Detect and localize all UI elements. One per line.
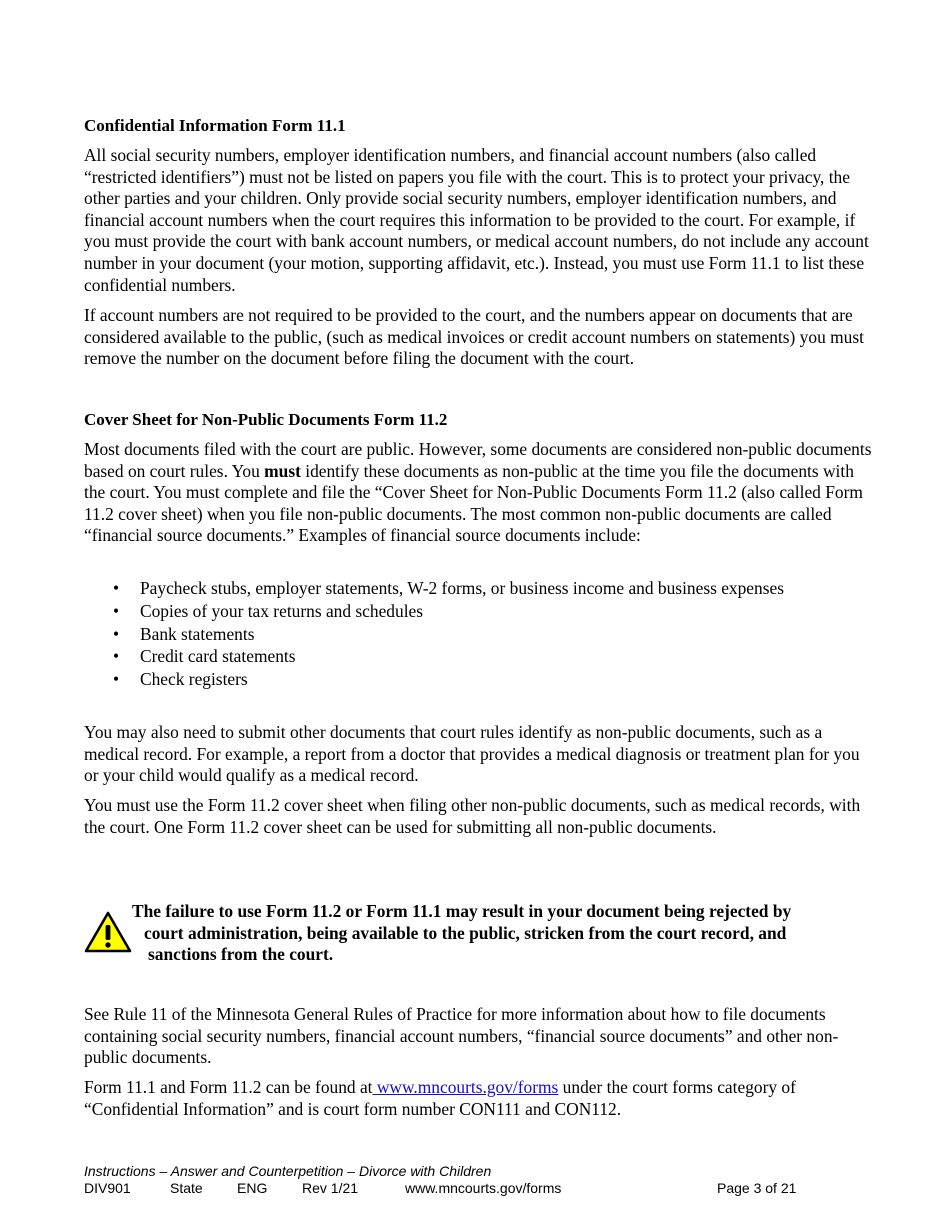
- financial-source-documents-list: [84, 577, 784, 691]
- other-non-public-paragraph: You may also need to submit other documents that court rules identify as non-public documents, such as a medical record. For example, a report from a doctor that provides a medical diagnosis or treatment plan for you or your child would qualify as a medical record.: [84, 722, 860, 786]
- warning-triangle-icon: [84, 910, 132, 954]
- forms-location-paragraph: Form 11.1 and Form 11.2 can be found at www.mncourts.gov/forms under the court forms category of “Confidential Information” and is court form number CON111 and CON112.: [84, 1077, 796, 1119]
- rule-11-paragraph: See Rule 11 of the Minnesota General Rules of Practice for more information about how to file documents containing social security numbers, financial account numbers, “financial source documents” and other non-public documents.: [84, 1004, 839, 1068]
- footer-form-id: DIV901: [84, 1180, 131, 1196]
- footer-url: www.mncourts.gov/forms: [405, 1180, 562, 1196]
- footer-document-title: Instructions – Answer and Counterpetition – Divorce with Children: [84, 1163, 492, 1179]
- list-item: • Paycheck stubs, employer statements, W-2 forms, or business income and business expenses: [84, 577, 784, 600]
- warning-line-3: sanctions from the court.: [148, 944, 334, 965]
- footer-language: ENG: [237, 1180, 268, 1196]
- emphasis-must: must: [264, 460, 301, 481]
- page-footer: [84, 1163, 824, 1197]
- list-item: • Bank statements: [84, 623, 784, 646]
- warning-line-1: The failure to use Form 11.2 or Form 11.1 may result in your document being rejected by: [132, 901, 792, 921]
- non-public-intro-paragraph: Most documents filed with the court are public. However, some documents are considered non-public documents based on court rules. You must identify these documents as non-public at the time you file the documents with the court. You must complete and file the “Cover Sheet for Non-Public Documents Form 11.2 (also called Form 11.2 cover sheet) when you file non-public documents. The most common non-public documents are called “financial source documents.” Examples of financial source documents include:: [84, 439, 872, 546]
- warning-line-2: court administration, being available to the public, stricken from the court record, and: [144, 922, 787, 943]
- account-numbers-paragraph: If account numbers are not required to be provided to the court, and the numbers appear on documents that are considered available to the public, (such as medical invoices or credit account numbers on statements) you must remove the number on the document before filing the document with the court.: [84, 305, 864, 369]
- confidential-info-paragraph: All social security numbers, employer identification numbers, and financial account numbers (also called “restricted identifiers”) must not be listed on papers you file with the court. This is to protect your privacy, the other parties and your children. Only provide social security numbers, employer identification numbers, and financial account numbers when the court requires this information to be provided to the court. For example, if you must provide the court with bank account numbers, or medical account numbers, do not include any account number in your document (your motion, supporting affidavit, etc.). Instead, you must use Form 11.1 to list these confidential numbers.: [84, 145, 869, 295]
- section-heading-cover-sheet: Cover Sheet for Non-Public Documents Form 11.2: [84, 410, 448, 429]
- footer-revision: Rev 1/21: [302, 1180, 359, 1196]
- cover-sheet-usage-paragraph: You must use the Form 11.2 cover sheet when filing other non-public documents, such as medical records, with the court. One Form 11.2 cover sheet can be used for submitting all non-public documents.: [84, 795, 861, 837]
- footer-state: State: [170, 1180, 203, 1196]
- list-item: • Copies of your tax returns and schedules: [84, 600, 784, 623]
- section-heading-confidential-info: Confidential Information Form 11.1: [84, 116, 346, 135]
- list-item: • Credit card statements: [84, 645, 784, 668]
- mncourts-forms-link[interactable]: www.mncourts.gov/forms: [372, 1077, 559, 1097]
- footer-page-number: Page 3 of 21: [717, 1180, 797, 1196]
- warning-message: [132, 901, 872, 966]
- list-item: • Check registers: [84, 668, 784, 691]
- footer-info-row: [84, 1180, 824, 1197]
